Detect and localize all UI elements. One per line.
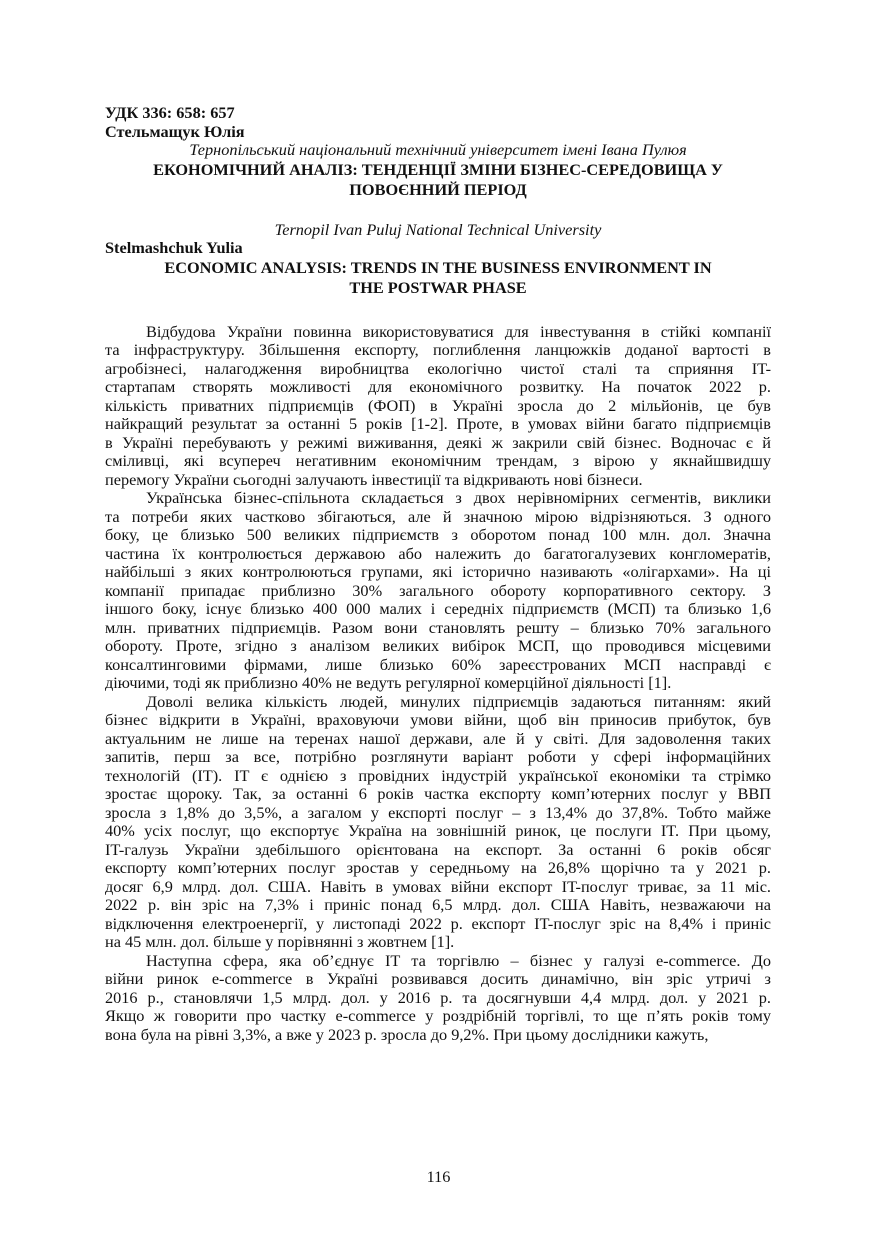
paragraph-line: млн. приватних підприємців. Разом вони становлять решту – близько 70% загального: [105, 617, 771, 637]
article-body: [105, 323, 771, 1045]
paragraph-line: компанії припадає приблизно 30% загального обороту корпоративного сектору. З: [105, 580, 771, 600]
paragraph-line: найбільші з яких контролюються групами, які історично називають «олігархами». На ці: [105, 562, 771, 581]
paragraph-line: зростає щороку. Так, за останні 6 років частка експорту комп’ютерних послуг у ВВП: [105, 784, 771, 803]
paragraph-line: технологій (IT). IT є однією з провідних індустрій української економіки та стрімко: [105, 765, 771, 785]
title-ua-line-1: ЕКОНОМІЧНИЙ АНАЛІЗ: ТЕНДЕНЦІЇ ЗМІНИ БІЗНЕС-СЕРЕДОВИЩА У: [153, 159, 723, 179]
paragraph-line: Доволі велика кількість людей, минулих підприємців задаються питанням: який: [146, 691, 771, 711]
paragraph-line: запитів, перш за все, потрібно розглянути варіант роботи у сфері інформаційних: [105, 747, 771, 766]
title-en-line-1: ECONOMIC ANALYSIS: TRENDS IN THE BUSINESS ENVIRONMENT IN: [164, 257, 712, 277]
paragraph-line: на 45 млн. дол. більше у порівнянні з жовтнем [1].: [105, 932, 455, 951]
paragraph-line: та інфраструктуру. Збільшення експорту, поглиблення ланцюжків доданої вартості в: [105, 340, 771, 359]
article-title-en: [105, 258, 771, 299]
paragraph-line: стартапам створять можливості для економічного розвитку. На початок 2022 р.: [105, 377, 771, 396]
paragraph-line: боку, це близько 500 великих підприємств з оборотом понад 100 млн. дол. Значна: [105, 525, 771, 544]
paragraph-line: Якщо ж говорити про частку e-commerce у роздрібній торгівлі, то ще п’ять років тому: [105, 1006, 771, 1025]
title-ua-line-2: ПОВОЄННИЙ ПЕРІОД: [349, 180, 527, 199]
paragraph-line: відключення електроенергії, у листопаді 2022 р. експорт IT-послуг зріс на 8,4% і приніс: [105, 913, 771, 933]
paragraph-line: та потреби яких частково збігаються, але й значною мірою відрізняються. З одного: [105, 506, 771, 526]
author-name-ua: Стельмащук Юлія: [105, 121, 245, 141]
page-number: 116: [426, 1167, 451, 1186]
paragraph-line: агробізнесі, налагодження виробництва екологічно чистої сталі та сприяння IT-: [105, 358, 771, 378]
paragraph-line: IT-галузь України здебільшого орієнтована на експорт. За останні 6 років обсяг: [105, 839, 771, 859]
affiliation-ua: Тернопільський національний технічний університет імені Івана Пулюя: [189, 140, 687, 159]
paragraph-line: 2016 р., становлячи 1,5 млрд. дол. у 2016 р. та досягнувши 4,4 млрд. дол. у 2021 р.: [105, 987, 771, 1007]
paragraph-line: обороту. Проте, згідно з аналізом великих вибірок МСП, що проводився місцевими: [105, 636, 771, 655]
paragraph-line: вона була на рівні 3,3%, а вже у 2023 р. зросла до 9,2%. При цьому дослідники кажуть,: [105, 1024, 709, 1044]
paragraph-line: бізнес відкрити в Україні, враховуючи умови війни, щоб він приносив прибуток, був: [105, 710, 771, 729]
paragraph-line: Українська бізнес-спільнота складається з двох нерівномірних сегментів, виклики: [146, 488, 771, 507]
affiliation-en: Ternopil Ivan Puluj National Technical University: [274, 219, 602, 239]
paragraph-line: в Україні перебувають у режимі виживання, деякі ж закрили свій бізнес. Водночас є й: [105, 432, 771, 452]
paragraph-line: актуальним не лише на теренах нашої держави, але й у світі. Для задоволення таких: [105, 728, 771, 748]
article-page: [105, 104, 771, 1044]
paragraph-line: війни ринок e-commerce в Україні розвивався досить динамічно, він зріс утричі з: [105, 969, 771, 988]
paragraph-line: кількість приватних підприємців (ФОП) в Україні зросла до 2 мільйонів, це був: [105, 395, 771, 415]
paragraph-line: Наступна сфера, яка об’єднує IT та торгівлю – бізнес у галузі e-commerce. До: [146, 950, 771, 970]
paragraph-line: найкращий результат за останні 5 років [1-2]. Проте, в умовах війни багато підприємців: [105, 414, 771, 433]
paragraph-line: 40% усіх послуг, що експортує Україна на зовнішній ринок, це послуги IT. При цьому,: [105, 821, 771, 840]
paragraph-line: консалтинговими фірмами, лише близько 60% зареєстрованих МСП насправді є: [105, 654, 771, 674]
paragraph-line: експорту комп’ютерних послуг зростав у середньому на 26,8% щорічно та у 2021 р.: [105, 858, 771, 877]
body-paragraph: [105, 693, 771, 952]
paragraph-line: іншого боку, існує близько 400 000 малих і середніх підприємств (МСП) та близько 1,6: [105, 599, 771, 618]
paragraph-line: частина їх контролюється державою або належить до багатогалузевих конгломератів,: [105, 543, 771, 563]
paragraph-line: 2022 р. він зріс на 7,3% і приніс понад 6,5 млрд. дол. США Навіть, незважаючи на: [105, 895, 771, 914]
article-title-ua: [105, 160, 771, 201]
paragraph-line: досяг 6,9 млрд. дол. США. Навіть в умовах війни експорт IT-послуг триває, за 11 міс.: [105, 876, 771, 896]
paragraph-line: Відбудова України повинна використовуватися для інвестування в стійкі компанії: [146, 321, 771, 341]
body-paragraph: [105, 323, 771, 490]
paragraph-line: діючими, тоді як приблизно 40% не ведуть регулярної комерційної діяльності [1].: [105, 673, 672, 692]
paragraph-line: сміливці, які всупереч негативним економічним трендам, з вірою у якнайшвидшу: [105, 451, 771, 470]
title-en-line-2: THE POSTWAR PHASE: [349, 278, 527, 297]
paragraph-line: перемогу України сьогодні залучають інвестиції та відкривають нові бізнеси.: [105, 469, 643, 489]
udc-code: УДК 336: 658: 657: [105, 103, 235, 122]
author-name-en: Stelmashchuk Yulia: [105, 238, 243, 257]
body-paragraph: [105, 952, 771, 1045]
paragraph-line: зросла з 1,8% до 3,5%, а загалом у експорті послуг – з 13,4% до 37,8%. Тобто майже: [105, 802, 771, 822]
body-paragraph: [105, 489, 771, 693]
